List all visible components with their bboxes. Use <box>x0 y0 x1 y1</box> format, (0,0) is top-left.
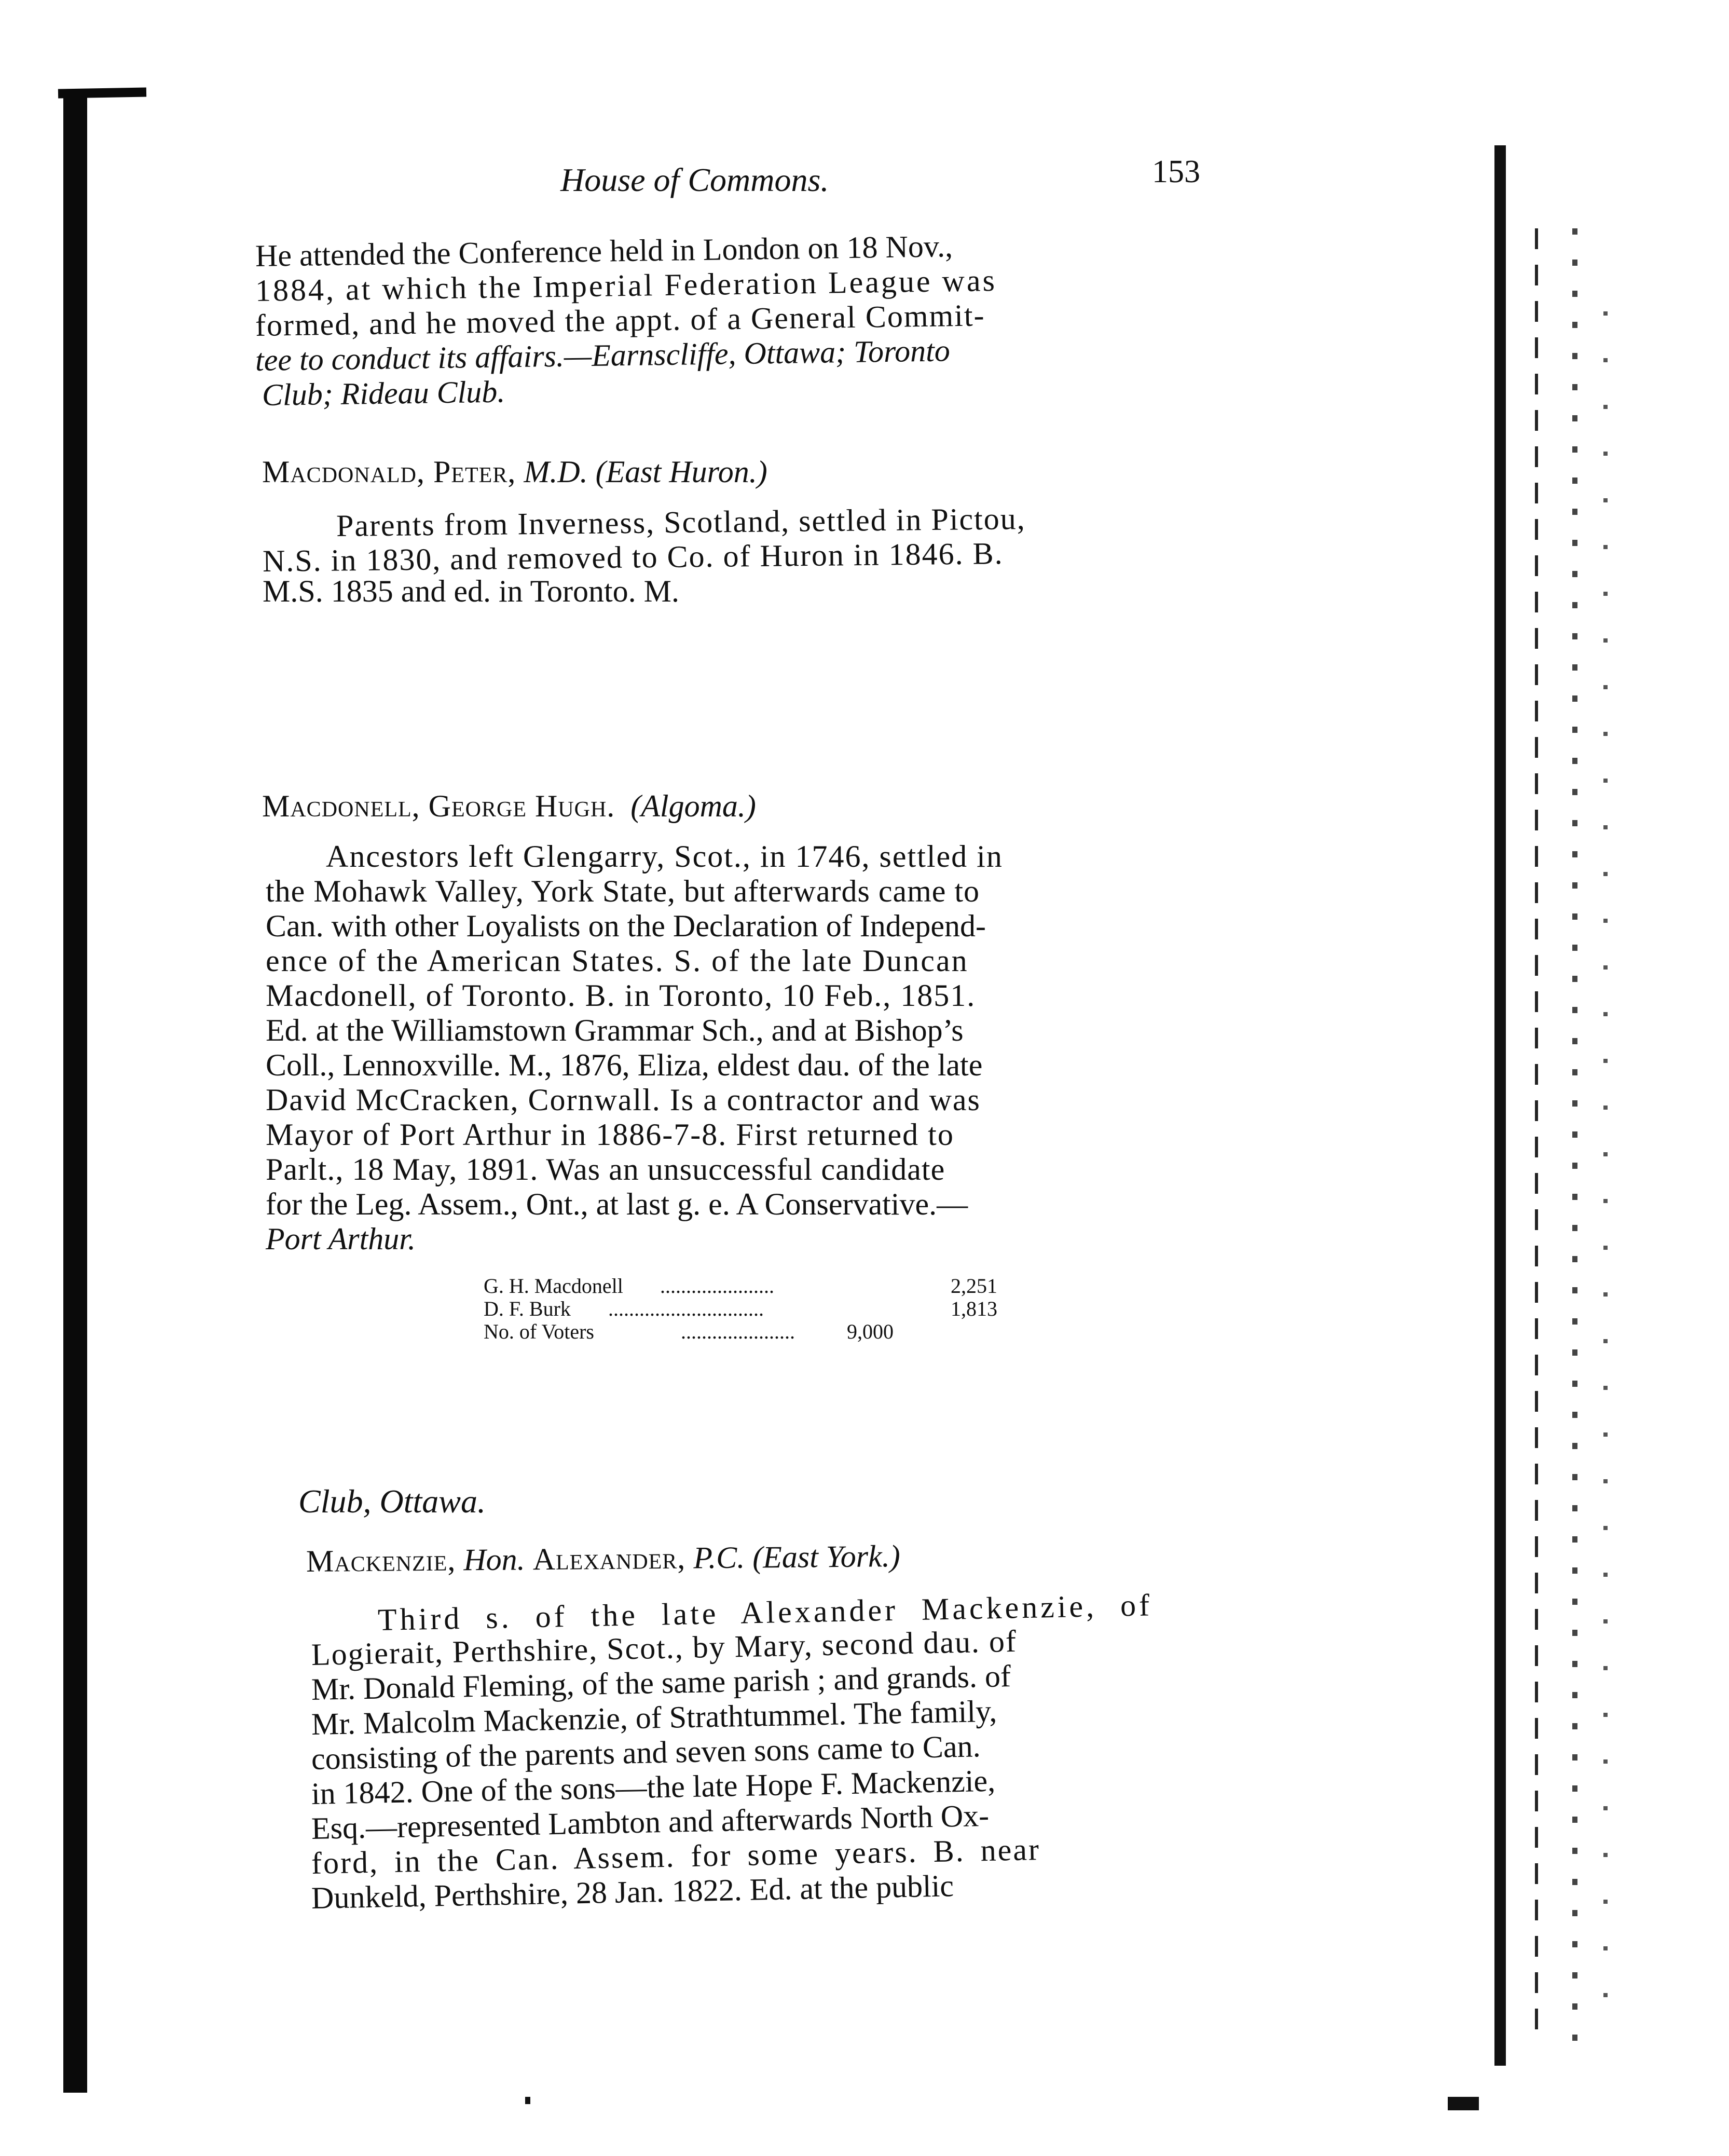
member-riding: (East York.) <box>752 1539 900 1575</box>
continued-line: Club; Rideau Club. <box>262 374 505 412</box>
poll-row <box>484 1275 1023 1298</box>
speck <box>525 2097 530 2104</box>
vote-count: 2,251 <box>951 1274 997 1298</box>
poll-row <box>484 1320 1023 1343</box>
entry-line: N.S. in 1830, and removed to Co. of Huron in 1846. B. <box>262 536 1004 578</box>
entry-line: David McCracken, Cornwall. Is a contractor and was <box>266 1083 981 1117</box>
entry-line: consisting of the parents and seven sons came to Can. <box>311 1729 981 1776</box>
entry-line: Logierait, Perthshire, Scot., by Mary, second dau. of <box>311 1623 1018 1672</box>
right-binding-shadow <box>1494 145 1506 2066</box>
right-edge-artefact <box>1535 228 1538 2045</box>
continued-line: 1884, at which the Imperial Federation League was <box>255 263 997 308</box>
entry-line: ence of the American States. S. of the late Duncan <box>266 944 969 978</box>
member-title: P.C. <box>693 1540 745 1575</box>
entry-line: Ed. at the Williamstown Grammar Sch., and at Bishop’s <box>266 1013 964 1047</box>
poll-dots: .............................. <box>608 1297 764 1320</box>
entry-line: Mr. Malcolm Mackenzie, of Strathtummel. The family, <box>311 1694 997 1741</box>
entry-line: ford, in the Can. Assem. for some years. B. near <box>311 1832 1041 1880</box>
entry-line: Ancestors left Glengarry, Scot., in 1746, settled in <box>326 839 1003 874</box>
entry-line: in 1842. One of the sons—the late Hope F. Mackenzie, <box>311 1763 996 1811</box>
entry-line: Can. with other Loyalists on the Declaration of Independ- <box>266 909 986 943</box>
member-riding: (Algoma.) <box>630 789 756 823</box>
entry-line: Mr. Donald Fleming, of the same parish ; and grands. of <box>311 1659 1011 1707</box>
member-honorific: Hon. <box>463 1542 525 1577</box>
page-number: 153 <box>1152 154 1200 189</box>
entry-line-address: Port Arthur. <box>266 1222 416 1256</box>
entry-line: Parlt., 18 May, 1891. Was an unsuccessful candidate <box>266 1152 945 1186</box>
right-edge-noise-outer <box>1603 311 1608 2024</box>
vote-count: 1,813 <box>951 1297 997 1320</box>
entry-line: Mayor of Port Arthur in 1886-7-8. First returned to <box>266 1117 954 1152</box>
continued-line: He attended the Conference held in London on 18 Nov., <box>255 229 953 273</box>
poll-dots: ...................... <box>660 1274 774 1298</box>
entry-heading <box>262 789 756 823</box>
member-riding: (East Huron.) <box>595 455 767 489</box>
corner-smudge <box>1448 2097 1479 2110</box>
member-degree: M.D. <box>524 455 588 489</box>
member-name: Macdonald, Peter, <box>262 455 516 489</box>
entry-line: Esq.—represented Lambton and afterwards North Ox- <box>311 1798 990 1846</box>
entry-heading <box>306 1539 900 1578</box>
member-name-surname: Mackenzie, <box>306 1543 456 1578</box>
running-header-title: House of Commons. <box>560 161 829 198</box>
voters-label: No. of Voters <box>484 1320 594 1343</box>
continued-line: formed, and he moved the appt. of a General Commit- <box>255 298 985 343</box>
entry-heading <box>262 455 767 489</box>
voters-count: 9,000 <box>847 1320 894 1343</box>
member-name: Macdonell, George Hugh. <box>262 789 615 823</box>
candidate-name: G. H. Macdonell <box>484 1274 623 1298</box>
member-name-given: Alexander, <box>532 1540 686 1577</box>
entry-line-truncated: M.S. 1835 and ed. in Toronto. M. <box>263 574 680 608</box>
entry-line: Coll., Lennoxville. M., 1876, Eliza, eldest dau. of the late <box>266 1048 983 1082</box>
poll-row <box>484 1298 1023 1320</box>
entry-line: Macdonell, of Toronto. B. in Toronto, 10 Feb., 1851. <box>266 978 976 1013</box>
right-edge-noise <box>1572 228 1577 2055</box>
entry-line: the Mohawk Valley, York State, but afterwards came to <box>266 874 980 908</box>
candidate-name: D. F. Burk <box>484 1297 571 1320</box>
entry-line: Parents from Inverness, Scotland, settled in Pictou, <box>336 501 1026 543</box>
continued-line: tee to conduct its affairs.—Earnscliffe, Ottawa; Toronto <box>255 333 951 377</box>
left-binding-shadow <box>63 89 87 2093</box>
entry-line: Dunkeld, Perthshire, 28 Jan. 1822. Ed. at the public <box>311 1868 954 1915</box>
poll-dots: ...................... <box>681 1320 795 1343</box>
entry-line: for the Leg. Assem., Ont., at last g. e. A Conservative.— <box>266 1187 968 1221</box>
entry-line: Third s. of the late Alexander Mackenzie, of <box>377 1588 1153 1637</box>
cut-off-fragment: Club, Ottawa. <box>298 1483 486 1520</box>
left-binding-shadow-top <box>58 88 146 99</box>
